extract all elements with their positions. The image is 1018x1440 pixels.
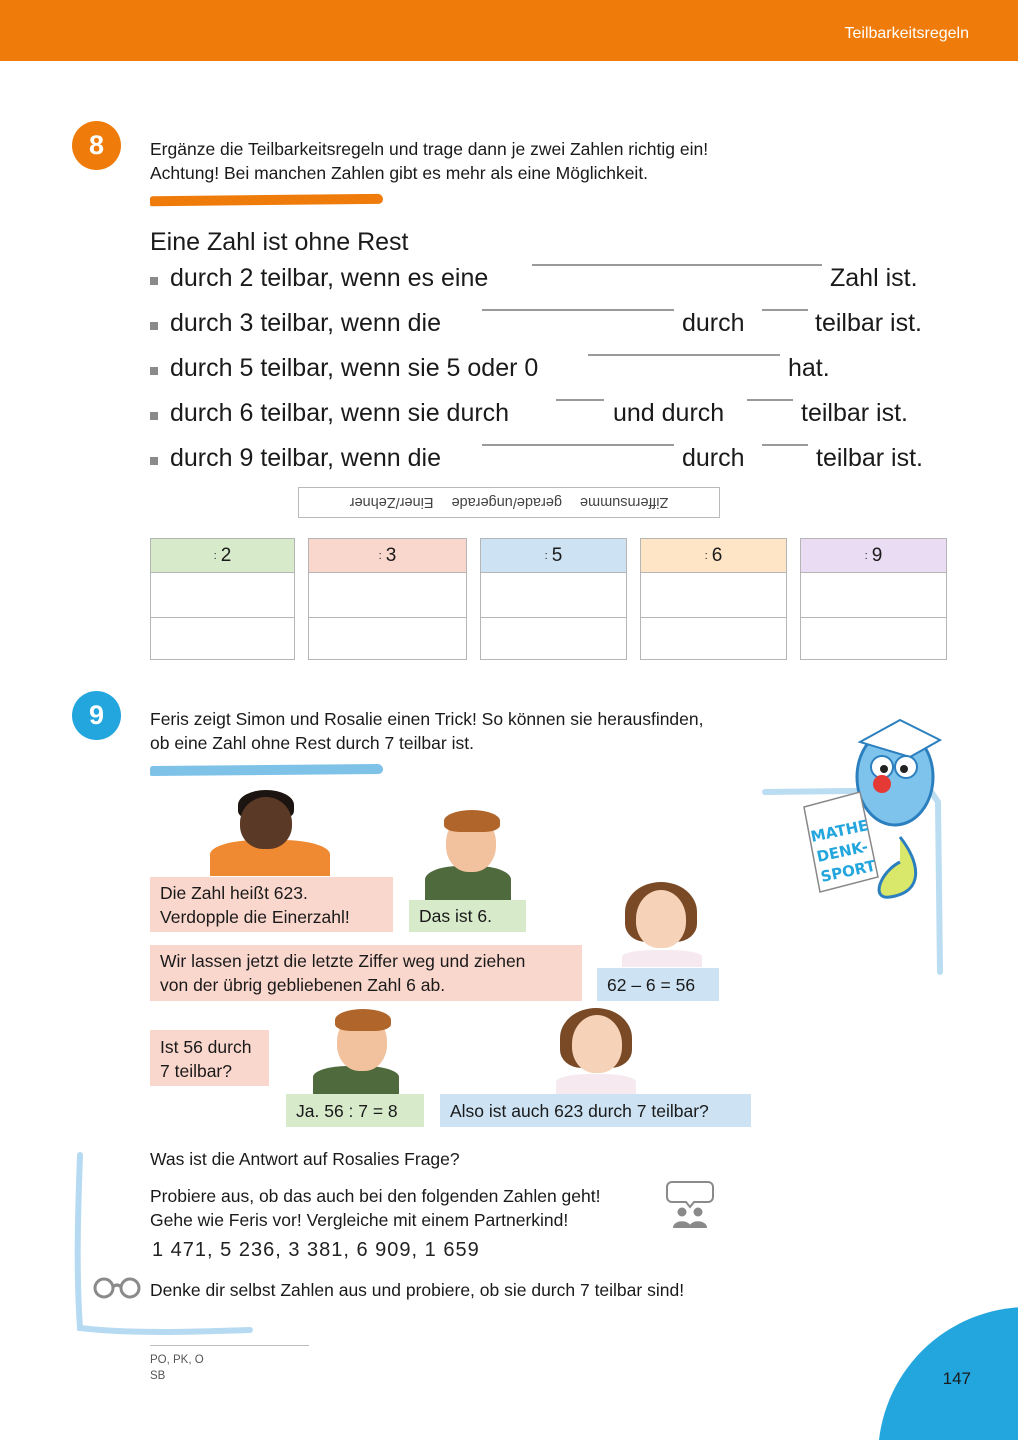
- orange-brush-stroke: [150, 194, 383, 206]
- word-bank-item: Einer/Zehner: [349, 494, 434, 511]
- task8-instruction-line1: Ergänze die Teilbarkeitsregeln und trage dann je zwei Zahlen richtig ein!: [150, 139, 709, 159]
- page-number: 147: [942, 1369, 971, 1388]
- svg-text:MATHE: MATHE: [809, 816, 870, 846]
- svg-text:SPORT: SPORT: [819, 856, 878, 886]
- bullet-icon: [150, 457, 158, 465]
- table-header: : 5: [481, 539, 626, 573]
- bullet-icon: [150, 277, 158, 285]
- page-header: [0, 0, 1018, 61]
- blank-line[interactable]: [588, 354, 780, 356]
- bubble-simon-2: Ja. 56 : 7 = 8: [286, 1094, 424, 1127]
- bullet-icon: [150, 367, 158, 375]
- partner-talk-icon: [666, 1179, 714, 1229]
- word-bank-item: Ziffernsumme: [579, 494, 669, 511]
- bubble-feris-2: Wir lassen jetzt die letzte Ziffer weg und ziehen von der übrig gebliebenen Zahl 6 ab.: [150, 945, 582, 1001]
- task-number-8: 8: [72, 121, 121, 170]
- svg-text:DENK-: DENK-: [815, 837, 870, 866]
- table-div-2: [150, 538, 295, 660]
- glasses-icon: [92, 1276, 142, 1300]
- table-header: : 6: [641, 539, 786, 573]
- extra-challenge-text: Denke dir selbst Zahlen aus und probiere, ob sie durch 7 teilbar sind!: [150, 1280, 685, 1300]
- word-bank-item: gerade/ungerade: [451, 494, 562, 511]
- task8-instruction: [150, 137, 708, 185]
- table-header: : 3: [309, 539, 466, 573]
- rules-heading: Eine Zahl ist ohne Rest: [150, 228, 409, 256]
- blank-line[interactable]: [762, 444, 808, 446]
- bubble-feris-1: Die Zahl heißt 623. Verdopple die Einerzahl!: [150, 877, 393, 932]
- table-div-5: [480, 538, 627, 660]
- task-number-9: 9: [72, 691, 121, 740]
- blank-line[interactable]: [532, 264, 822, 266]
- task9-instruction: [150, 707, 704, 755]
- bullet-icon: [150, 412, 158, 420]
- bullet-icon: [150, 322, 158, 330]
- footer-divider: [150, 1345, 309, 1346]
- competency-codes: PO, PK, O SB: [150, 1354, 204, 1382]
- chapter-title: Teilbarkeitsregeln: [844, 25, 969, 42]
- table-div-6: [640, 538, 787, 660]
- blue-brush-stroke: [150, 764, 383, 776]
- word-bank-upside-down: [298, 487, 720, 518]
- table-div-9: [800, 538, 947, 660]
- blank-line[interactable]: [762, 309, 808, 311]
- mascot-illustration: [760, 712, 950, 977]
- bubble-rosalie-1: 62 – 6 = 56: [597, 968, 719, 1001]
- blank-line[interactable]: [556, 399, 604, 401]
- bubble-feris-3: Ist 56 durch 7 teilbar?: [150, 1030, 269, 1086]
- task8-instruction-line2: Achtung! Bei manchen Zahlen gibt es mehr als eine Möglichkeit.: [150, 163, 649, 183]
- bubble-simon-1: Das ist 6.: [409, 900, 526, 932]
- blank-line[interactable]: [482, 309, 674, 311]
- task9-instruction-line2: ob eine Zahl ohne Rest durch 7 teilbar ist.: [150, 733, 474, 753]
- try-instruction: Probiere aus, ob das auch bei den folgenden Zahlen geht! Gehe wie Feris vor! Vergleiche mit einem Partnerkind!: [150, 1186, 601, 1230]
- question-text: Was ist die Antwort auf Rosalies Frage?: [150, 1149, 460, 1169]
- blank-line[interactable]: [747, 399, 793, 401]
- table-header: : 2: [151, 539, 294, 573]
- blank-line[interactable]: [482, 444, 674, 446]
- table-div-3: [308, 538, 467, 660]
- table-header: : 9: [801, 539, 946, 573]
- task9-instruction-line1: Feris zeigt Simon und Rosalie einen Trick! So können sie herausfinden,: [150, 709, 704, 729]
- bubble-rosalie-2: Also ist auch 623 durch 7 teilbar?: [440, 1094, 751, 1127]
- number-list: 1 471, 5 236, 3 381, 6 909, 1 659: [152, 1239, 480, 1261]
